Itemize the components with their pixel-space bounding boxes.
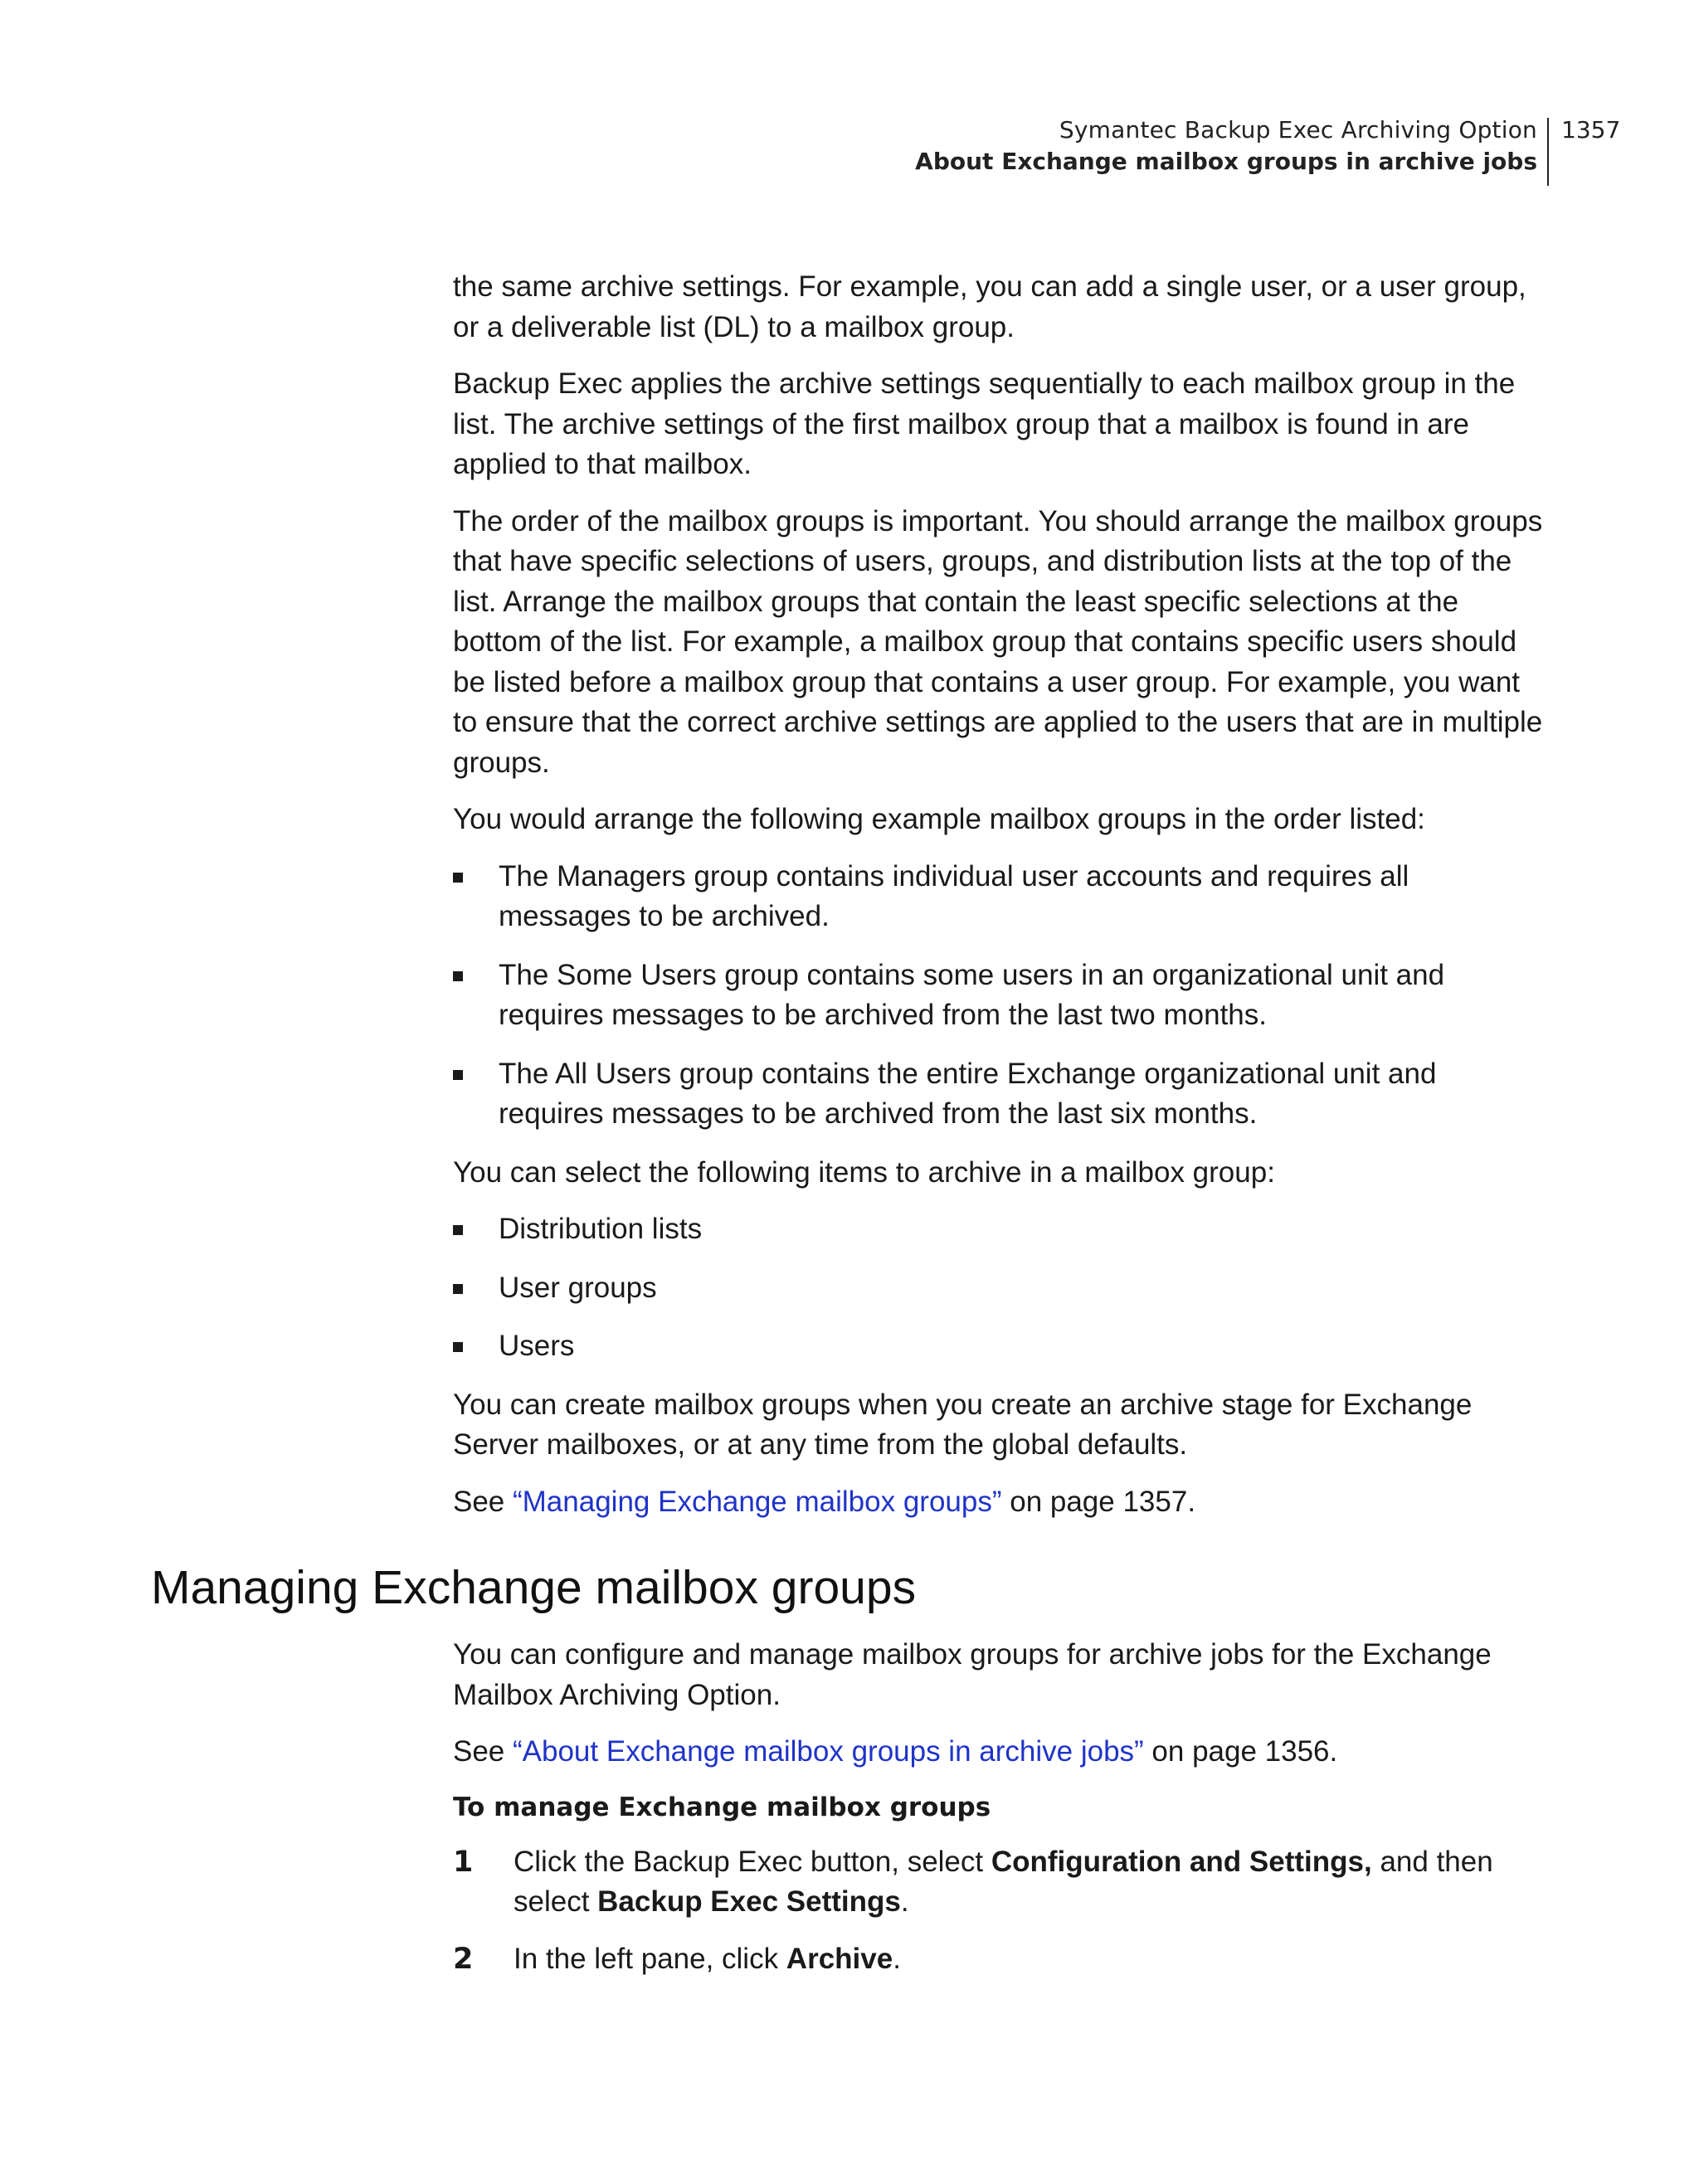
list-item-text: Users [499,1330,575,1362]
example-groups-list [453,857,1548,1135]
page-number: 1357 [1561,116,1621,143]
step-number: 1 [453,1845,474,1879]
list-item-text: The All Users group contains the entire Exchange organizational unit and requires messages to be archived from the last six months. [499,1057,1437,1130]
step-item [453,1842,1548,1923]
square-bullet-icon [453,1225,463,1235]
main-content [453,267,1548,1539]
header-divider [1547,118,1549,186]
paragraph-4: You would arrange the following example mailbox groups in the order listed: [453,803,1425,835]
square-bullet-icon [453,1070,463,1080]
see-suffix: on page 1356. [1143,1735,1338,1768]
square-bullet-icon [453,1284,463,1294]
step-text: . [893,1942,901,1975]
list-item-text: The Managers group contains individual user accounts and requires all messages to be archived. [499,859,1409,932]
step-bold-text: Archive [786,1942,893,1975]
paragraph-5: You can select the following items to archive in a mailbox group: [453,1155,1275,1189]
list-item [453,1326,1548,1367]
paragraph-3: The order of the mailbox groups is important. You should arrange the mailbox groups that have specific selections of users, groups, and distribution lists at the top of the list. Arrange the mailbox groups that contain the least specific selections at the bottom of the list. For example, a mailbox group that contains specific users should be listed before a mailbox group that contains a user group. For example, you want to ensure that the correct archive settings are applied to the users that are in multiple groups. [453,504,1543,779]
square-bullet-icon [453,1342,463,1352]
step-bold-text: Backup Exec Settings [597,1885,901,1918]
square-bullet-icon [453,873,463,883]
step-text: In the left pane, click [514,1942,786,1975]
list-item [453,857,1548,937]
see-prefix: See [453,1485,513,1518]
step-text: Click the Backup Exec button, select [514,1845,991,1878]
list-item [453,956,1548,1036]
see-suffix: on page 1357. [1001,1485,1196,1518]
paragraph-2: Backup Exec applies the archive settings sequentially to each mailbox group in the list. The archive settings of the first mailbox group that a mailbox is found in are applied to that mailbox. [453,367,1516,480]
list-item-text: User groups [499,1271,657,1304]
step-text: . [900,1885,909,1918]
step-item [453,1939,1548,1980]
list-item-text: Distribution lists [499,1213,703,1245]
paragraph-1: the same archive settings. For example, you can add a single user, or a user group, or a deliverable list (DL) to a mailbox group. [453,270,1526,343]
section-intro: You can configure and manage mailbox groups for archive jobs for the Exchange Mailbox Archiving Option. [453,1638,1492,1711]
archive-items-list [453,1209,1548,1367]
list-item-text: The Some Users group contains some users in an organizational unit and requires messages to be archived from the last two months. [499,958,1445,1031]
procedure-title: To manage Exchange mailbox groups [453,1792,991,1822]
list-item [453,1268,1548,1309]
section-title: About Exchange mailbox groups in archive jobs [915,148,1537,175]
list-item [453,1209,1548,1250]
book-title: Symantec Backup Exec Archiving Option [1059,116,1537,143]
see-prefix: See [453,1735,513,1768]
section-content [453,1635,1548,1996]
procedure-steps [453,1842,1548,1980]
step-bold-text: Configuration and Settings, [991,1845,1372,1878]
about-groups-link[interactable]: “About Exchange mailbox groups in archive jobs” [513,1735,1144,1768]
paragraph-6: You can create mailbox groups when you create an archive stage for Exchange Server mailboxes, or at any time from the global defaults. [453,1388,1473,1461]
see-also-1 [453,1482,1548,1523]
running-header [0,114,1699,194]
square-bullet-icon [453,971,463,981]
managing-groups-link[interactable]: “Managing Exchange mailbox groups” [513,1485,1002,1518]
step-number: 2 [453,1942,474,1976]
header-titles [915,114,1537,178]
see-also-2 [453,1732,1548,1773]
step-text: and then select [514,1845,1493,1918]
list-item [453,1054,1548,1135]
section-heading: Managing Exchange mailbox groups [151,1561,917,1614]
